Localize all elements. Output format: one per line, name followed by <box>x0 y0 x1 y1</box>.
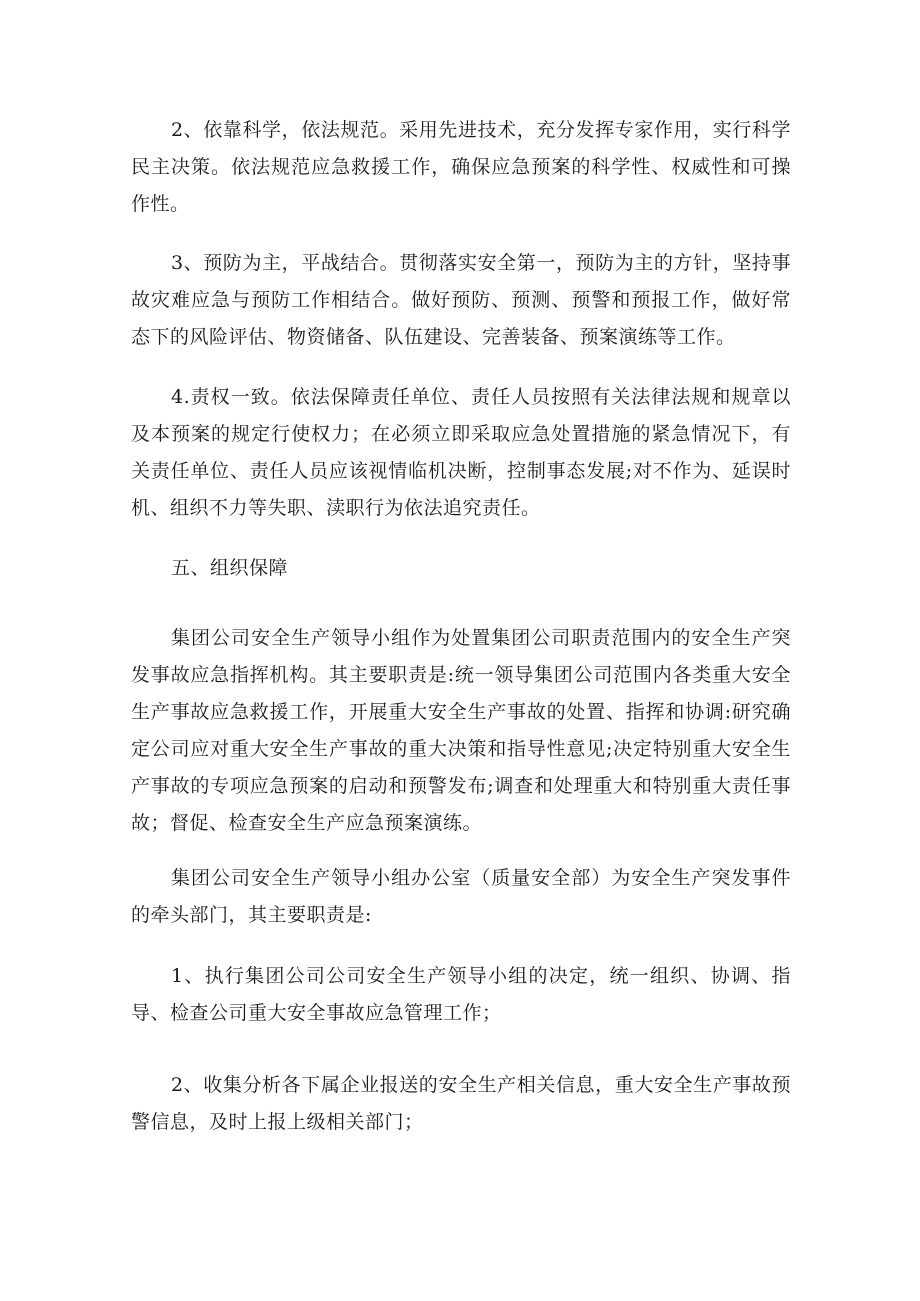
paragraph-duty-2: 2、收集分析各下属企业报送的安全生产相关信息，重大安全生产事故预警信息，及时上报上级相关部门； <box>131 1074 791 1133</box>
paragraph-leadership-group: 集团公司安全生产领导小组作为处置集团公司职责范围内的安全生产突发事故应急指挥机构。其主要职责是:统一领导集团公司范围内各类重大安全生产事故应急救援工作，开展重大安全生产事故的处置、指挥和协调:研究确定公司应对重大安全生产事故的重大决策和指导性意见;决定特别重大安全生产事故的专项应急预案的启动和预警发布;调查和处理重大和特别重大责任事故；督促、检查安全生产应急预案演练。 <box>131 627 791 834</box>
paragraph-duty-1: 1、执行集团公司公司安全生产领导小组的决定，统一组织、协调、指导、检查公司重大安全事故应急管理工作； <box>131 965 791 1024</box>
section-heading-organization: 五、组织保障 <box>171 557 289 579</box>
paragraph-principle-4: 4.责权一致。依法保障责任单位、责任人员按照有关法律法规和规章以及本预案的规定行使权力；在必须立即采取应急处置措施的紧急情况下，有关责任单位、责任人员应该视情临机决断，控制事态发展;对不作为、延误时机、组织不力等失职、渎职行为依法追究责任。 <box>131 386 791 519</box>
paragraph-principle-3: 3、预防为主，平战结合。贯彻落实安全第一，预防为主的方针，坚持事故灾难应急与预防工作相结合。做好预防、预测、预警和预报工作，做好常态下的风险评估、物资储备、队伍建设、完善装备、预案演练等工作。 <box>131 252 791 348</box>
paragraph-office-duties-intro: 集团公司安全生产领导小组办公室（质量安全部）为安全生产突发事件的牵头部门，其主要职责是: <box>131 867 791 926</box>
paragraph-principle-2: 2、依靠科学，依法规范。采用先进技术，充分发挥专家作用，实行科学民主决策。依法规范应急救援工作，确保应急预案的科学性、权威性和可操作性。 <box>131 119 791 215</box>
